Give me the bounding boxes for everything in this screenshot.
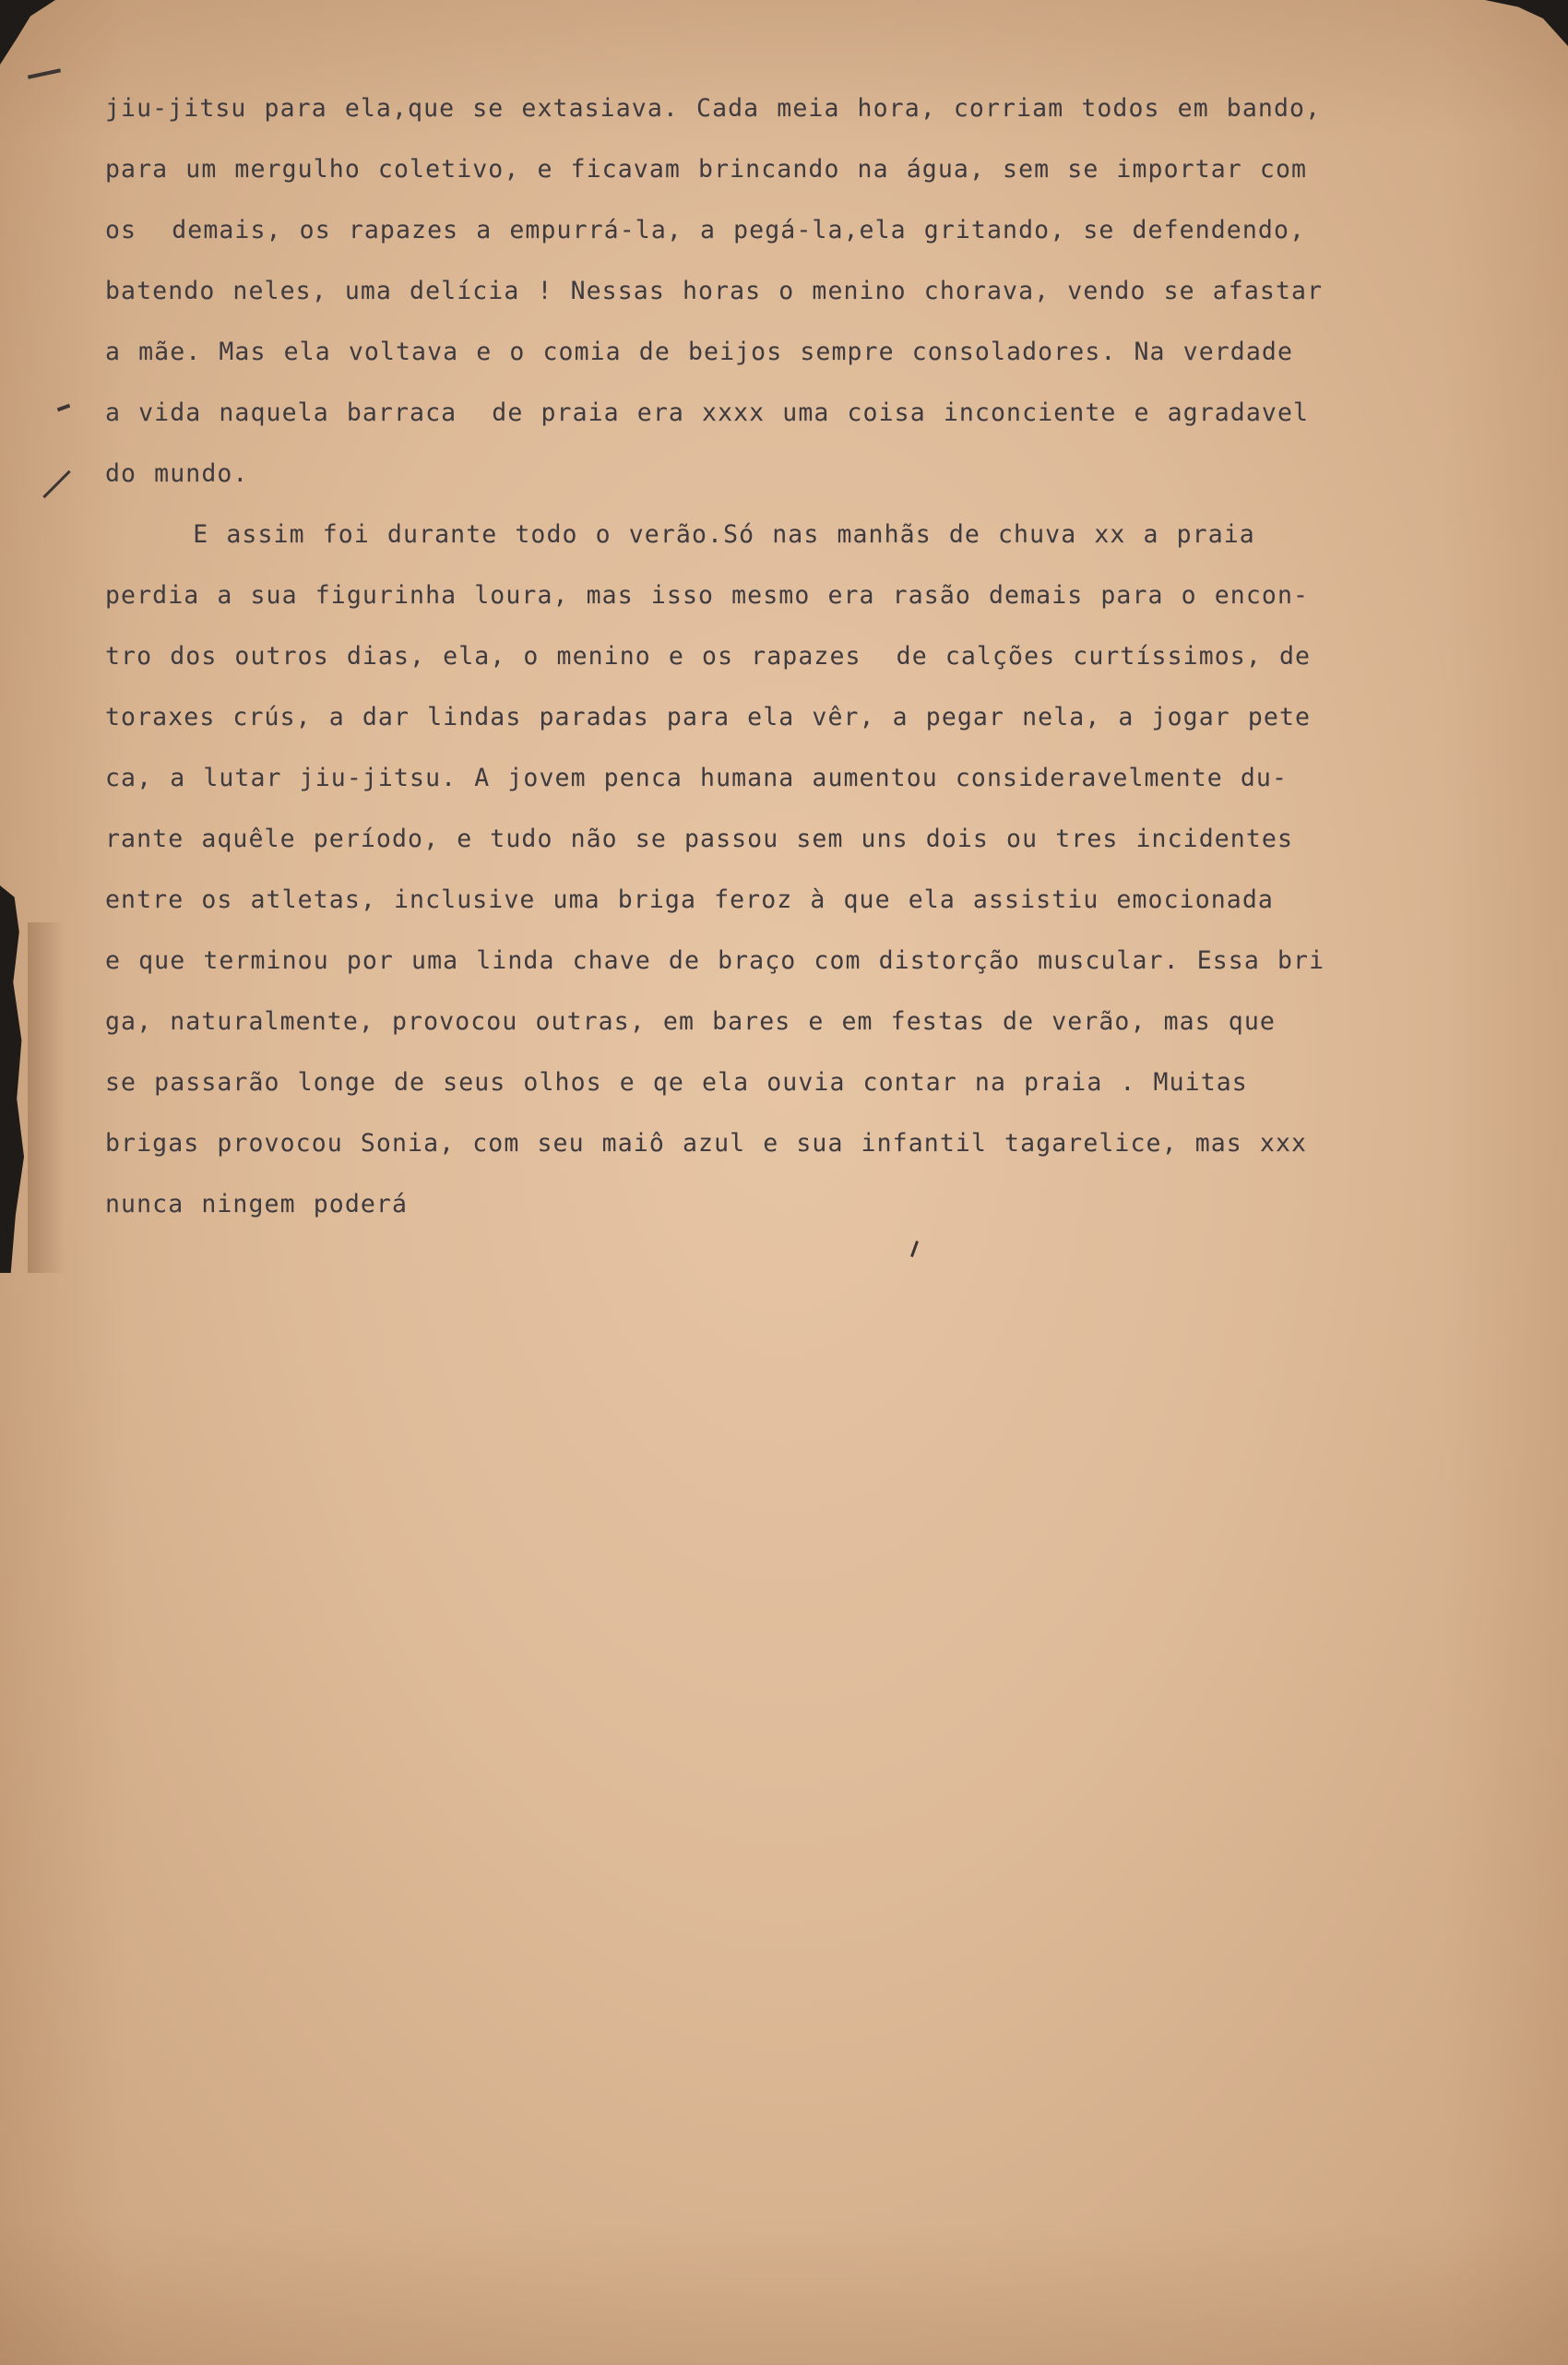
text-line: brigas provocou Sonia, com seu maiô azul e sua infantil tagarelice, mas xxx [105, 1129, 1308, 1158]
text-line: batendo neles, uma delícia ! Nessas horas o menino chorava, vendo se afastar [105, 277, 1324, 305]
text-line: nunca ningem poderá [105, 1190, 409, 1218]
ink-mark [57, 404, 71, 412]
text-line: e que terminou por uma linda chave de braço com distorção muscular. Essa bri [105, 946, 1325, 975]
text-line: a vida naquela barraca de praia era xxxx uma coisa inconciente e agradavel [105, 398, 1310, 427]
text-line: ca, a lutar jiu-jitsu. A jovem penca humana aumentou consideravelmente du- [105, 764, 1289, 792]
torn-edge [0, 885, 24, 1273]
text-line: os demais, os rapazes a empurrá-la, a pegá-la,ela gritando, se defendendo, [105, 216, 1306, 244]
text-line: a mãe. Mas ela voltava e o comia de beijos sempre consoladores. Na verdade [105, 338, 1294, 366]
paper-crease [28, 922, 65, 1273]
torn-corner [0, 0, 55, 65]
text-line: E assim foi durante todo o verão.Só nas manhãs de chuva xx a praia [105, 520, 1255, 549]
torn-corner [1485, 0, 1568, 46]
text-line: entre os atletas, inclusive uma briga feroz à que ela assistiu emocionada [105, 885, 1274, 914]
text-line: tro dos outros dias, ela, o menino e os rapazes de calções curtíssimos, de [105, 642, 1312, 671]
text-line: para um mergulho coletivo, e ficavam brincando na água, sem se importar com [105, 155, 1308, 184]
typed-text [105, 89, 1507, 1245]
ink-mark [42, 470, 70, 498]
text-line: perdia a sua figurinha loura, mas isso mesmo era rasão demais para o encon- [105, 581, 1310, 610]
text-line: ga, naturalmente, provocou outras, em bares e em festas de verão, mas que [105, 1007, 1276, 1036]
text-line: se passarão longe de seus olhos e qe ela ouvia contar na praia . Muitas [105, 1068, 1248, 1097]
ink-mark [28, 68, 61, 78]
text-line: toraxes crús, a dar lindas paradas para ela vêr, a pegar nela, a jogar pete [105, 703, 1312, 731]
text-line: rante aquêle período, e tudo não se passou sem uns dois ou tres incidentes [105, 825, 1294, 853]
text-line: jiu-jitsu para ela,que se extasiava. Cada meia hora, corriam todos em bando, [105, 94, 1322, 123]
text-line: do mundo. [105, 459, 249, 488]
